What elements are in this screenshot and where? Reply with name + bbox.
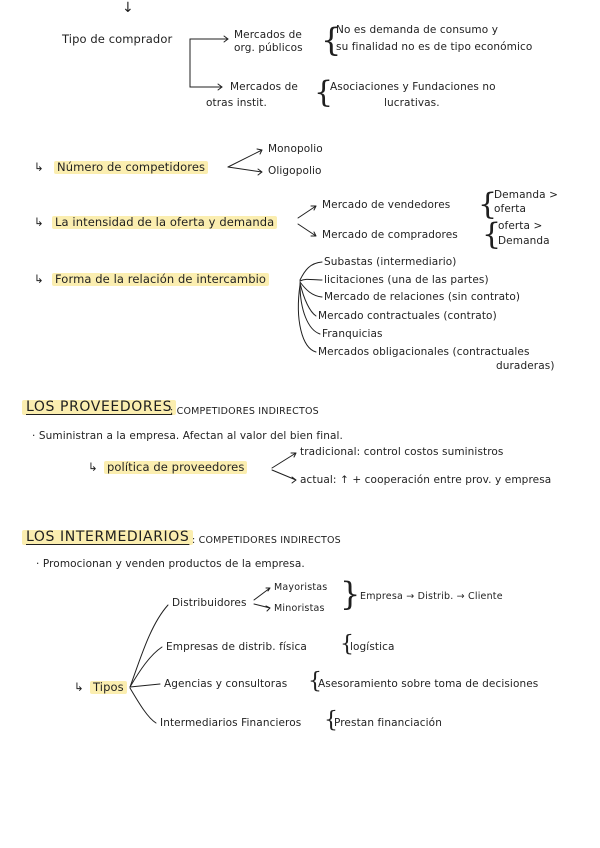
intermediarios-subtitle: : COMPETIDORES INDIRECTOS [192, 535, 341, 546]
agencias-desc: Asesoramiento sobre toma de decisiones [318, 678, 539, 690]
fisica-item: Empresas de distrib. física [166, 641, 307, 653]
publicos-desc-1: No es demanda de consumo y [336, 24, 499, 36]
brace-icon: } [340, 575, 361, 613]
intermediarios-title: LOS INTERMEDIARIOS [22, 530, 193, 545]
brace-icon: { [314, 75, 334, 110]
brace-icon: { [340, 632, 354, 657]
mercado-vendedores: Mercado de vendedores [322, 199, 451, 211]
otras-desc-1: Asociaciones y Fundaciones no [330, 81, 496, 93]
financieros-item: Intermediarios Financieros [160, 717, 302, 729]
publicos-desc-2: su finalidad no es de tipo económico [336, 41, 533, 53]
relacion-label: Forma de la relación de intercambio [52, 273, 269, 286]
brace-icon: { [478, 187, 498, 222]
compradores-desc-2: Demanda [498, 235, 550, 247]
politica-label: política de proveedores [104, 461, 247, 474]
mercados-otras-label-1: Mercados de [230, 81, 298, 93]
relacion-item: Mercados obligacionales (contractuales [318, 346, 530, 358]
mercados-otras-label-2: otras instit. [206, 97, 267, 109]
bullet-arrow-icon: ↳ [34, 160, 44, 174]
tipos-label: Tipos [90, 681, 127, 694]
mayoristas-item: Mayoristas [274, 582, 328, 593]
relacion-item: Mercado de relaciones (sin contrato) [324, 291, 521, 303]
mercado-compradores: Mercado de compradores [322, 229, 458, 241]
mercados-publicos-label-1: Mercados de [234, 29, 302, 41]
cadena-item: Empresa → Distrib. → Cliente [360, 591, 503, 602]
intensidad-label: La intensidad de la oferta y demanda [52, 216, 277, 229]
compradores-desc-1: oferta > [498, 220, 543, 232]
fisica-desc: logística [350, 641, 395, 653]
down-arrow-icon: ↓ [122, 0, 134, 16]
brace-icon: { [482, 217, 502, 252]
tipo-comprador-label: Tipo de comprador [62, 32, 173, 46]
proveedores-line: · Suministran a la empresa. Afectan al valor del bien final. [32, 430, 343, 442]
relacion-item: Mercado contractuales (contrato) [318, 310, 497, 322]
relacion-item: Subastas (intermediario) [324, 256, 457, 268]
vendedores-desc-2: oferta [494, 203, 527, 215]
proveedores-subtitle: : COMPETIDORES INDIRECTOS [170, 406, 319, 417]
distribuidores-item: Distribuidores [172, 597, 247, 609]
bullet-arrow-icon: ↳ [88, 460, 98, 474]
relacion-item: Franquicias [322, 328, 383, 340]
bullet-arrow-icon: ↳ [34, 272, 44, 286]
bullet-arrow-icon: ↳ [34, 215, 44, 229]
relacion-item-cont: duraderas) [496, 360, 555, 372]
brace-icon: { [321, 21, 342, 59]
actual-item: actual: ↑ + cooperación entre prov. y empresa [300, 474, 552, 486]
bullet-arrow-icon: ↳ [74, 680, 84, 694]
mercados-publicos-label-2: org. públicos [234, 42, 303, 54]
agencias-item: Agencias y consultoras [164, 678, 288, 690]
vendedores-desc-1: Demanda > [494, 189, 558, 201]
tradicional-item: tradicional: control costos suministros [300, 446, 504, 458]
otras-desc-2: lucrativas. [384, 97, 440, 109]
competidores-label: Número de competidores [54, 161, 208, 174]
oligopolio-item: Oligopolio [268, 165, 322, 177]
minoristas-item: Minoristas [274, 603, 325, 614]
brace-icon: { [324, 708, 338, 733]
financieros-desc: Prestan financiación [334, 717, 442, 729]
proveedores-title: LOS PROVEEDORES [22, 400, 176, 415]
monopolio-item: Monopolio [268, 143, 323, 155]
intermediarios-line: · Promocionan y venden productos de la empresa. [36, 558, 305, 570]
relacion-item: licitaciones (una de las partes) [324, 274, 489, 286]
brace-icon: { [308, 669, 322, 694]
